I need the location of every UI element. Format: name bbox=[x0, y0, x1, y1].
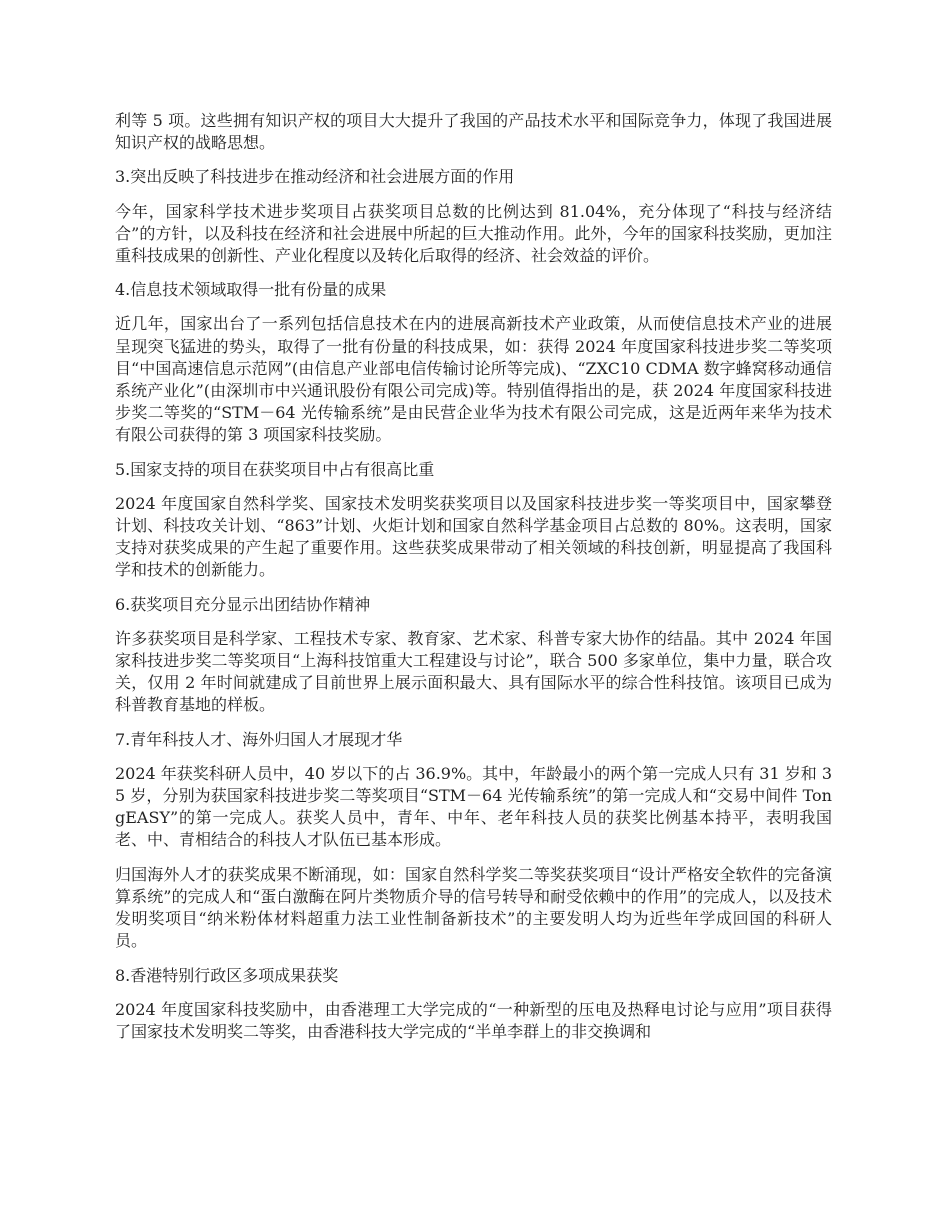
heading-4: 4.信息技术领域取得一批有份量的成果 bbox=[115, 280, 387, 300]
para-ip-continuation: 利等 5 项。这些拥有知识产权的项目大大提升了我国的产品技术水平和国际竞争力，体现了我国进展知识产权的战略思想。 bbox=[115, 111, 832, 153]
para-3: 今年，国家科学技术进步奖项目占获奖项目总数的比例达到 81.04%，充分体现了“科技与经济结合”的方针，以及科技在经济和社会进展中所起的巨大推动作用。此外，今年的国家科技奖励，更加注重科技成果的创新性、产业化程度以及转化后取得的经济、社会效益的评价。 bbox=[115, 201, 832, 266]
heading-3: 3.突出反映了科技进步在推动经济和社会进展方面的作用 bbox=[115, 167, 515, 187]
heading-6: 6.获奖项目充分显示出团结协作精神 bbox=[115, 594, 371, 614]
heading-7: 7.青年科技人才、海外归国人才展现才华 bbox=[115, 729, 403, 749]
heading-5: 5.国家支持的项目在获奖项目中占有很高比重 bbox=[115, 459, 435, 479]
para-7b: 归国海外人才的获奖成果不断涌现，如：国家自然科学奖二等奖获奖项目“设计严格安全软件的完备演算系统”的完成人和“蛋白激酶在阿片类物质介导的信号转导和耐受依赖中的作用”的完成人，以及技术发明奖项目“纳米粉体材料超重力法工业性制备新技术”的主要发明人均为近些年学成回国的科研人员。 bbox=[115, 864, 832, 951]
para-4: 近几年，国家出台了一系列包括信息技术在内的进展高新技术产业政策，从而使信息技术产业的进展呈现突飞猛进的势头，取得了一批有份量的科技成果，如：获得 2024 年度国家科技进步奖二等奖项目“中国高速信息示范网”(由信息产业部电信传输讨论所等完成)、“ZXC10 CDMA 数字蜂窝移动通信系统产业化”(由深圳市中兴通讯股份有限公司完成)等。特别值得指出的是，获 2024 年度国家科技进步奖二等奖的“STM－64 光传输系统”是由民营企业华为技术有限公司完成，这是近两年来华为技术有限公司获得的第 3 项国家科技奖励。 bbox=[115, 314, 832, 445]
para-8: 2024 年度国家科技奖励中，由香港理工大学完成的“一种新型的压电及热释电讨论与应用”项目获得了国家技术发明奖二等奖，由香港科技大学完成的“半单李群上的非交换调和 bbox=[115, 999, 832, 1041]
heading-8: 8.香港特别行政区多项成果获奖 bbox=[115, 965, 339, 985]
para-7a: 2024 年获奖科研人员中，40 岁以下的占 36.9%。其中，年龄最小的两个第一完成人只有 31 岁和 35 岁，分别为获国家科技进步奖二等奖项目“STM－64 光传输系统”的第一完成人和“交易中间件 TongEASY”的第一完成人。获奖人员中，青年、中年、老年科技人员的获奖比例基本持平，表明我国老、中、青相结合的科技人才队伍已基本形成。 bbox=[115, 763, 832, 850]
para-5: 2024 年度国家自然科学奖、国家技术发明奖获奖项目以及国家科技进步奖一等奖项目中，国家攀登计划、科技攻关计划、“863”计划、火炬计划和国家自然科学基金项目占总数的 80%。这表明，国家支持对获奖成果的产生起了重要作用。这些获奖成果带动了相关领域的科技创新，明显提高了我国科学和技术的创新能力。 bbox=[115, 493, 832, 580]
para-6: 许多获奖项目是科学家、工程技术专家、教育家、艺术家、科普专家大协作的结晶。其中 2024 年国家科技进步奖二等奖项目“上海科技馆重大工程建设与讨论”，联合 500 多家单位，集中力量，联合攻关，仅用 2 年时间就建成了目前世界上展示面积最大、具有国际水平的综合性科技馆。该项目已成为科普教育基地的样板。 bbox=[115, 628, 832, 715]
